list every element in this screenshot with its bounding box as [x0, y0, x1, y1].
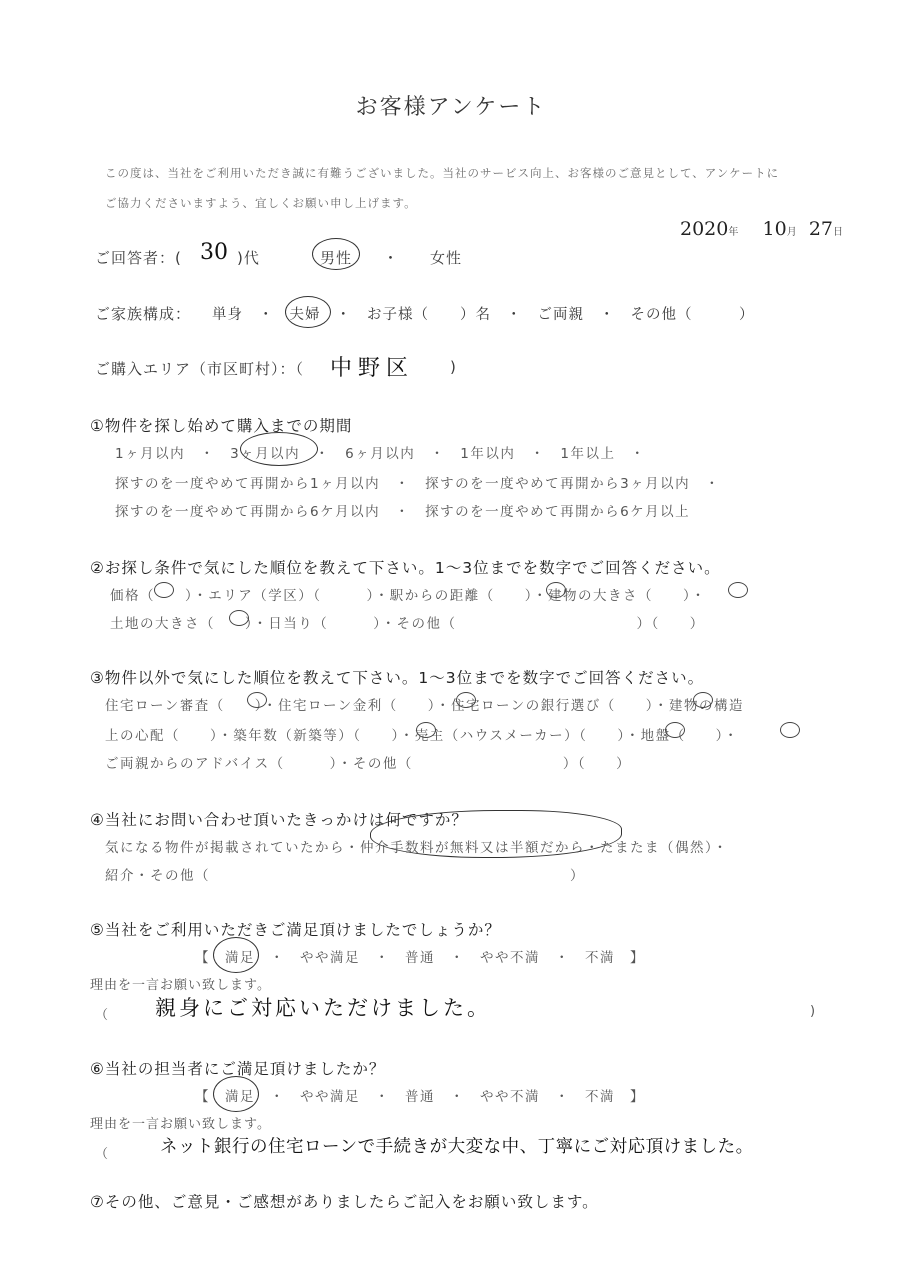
- selection-circle: [213, 1076, 259, 1112]
- q3-row-2[interactable]: 上の心配（ ）・築年数（新築等）（ ）・売主（ハウスメーカー）（ ）・地盤（ ）・: [105, 728, 739, 744]
- q5-title: ⑤当社をご利用いただきご満足頂けましたでしょうか？: [90, 921, 501, 939]
- respondent-age: 30: [200, 240, 228, 265]
- q6-title: ⑥当社の担当者にご満足頂けましたか？: [90, 1060, 386, 1078]
- q2-row-1[interactable]: 価格（ ）・エリア（学区）（ ）・駅からの距離（ ）・建物の大きさ（ ）・: [110, 588, 707, 604]
- q5-options[interactable]: 【 満足 ・ やや満足 ・ 普通 ・ やや不満 ・ 不満 】: [195, 950, 645, 966]
- check-mark: [780, 722, 800, 738]
- check-mark: [229, 610, 249, 626]
- family-options[interactable]: 単身 ・ 夫婦 ・ お子様（ ）名 ・ ご両親 ・ その他（ ）: [212, 307, 755, 323]
- area-label: ご購入エリア（市区町村）：（: [95, 360, 305, 378]
- date-year: 2020: [680, 218, 729, 240]
- q1-row-3[interactable]: 探すのを一度やめて再開から6ケ月以内 ・ 探すのを一度やめて再開から6ケ月以上: [115, 504, 691, 520]
- check-mark: [247, 692, 267, 708]
- q7-title: ⑦その他、ご意見・ご感想がありましたらご記入をお願い致します。: [90, 1193, 599, 1211]
- date-month: 10: [762, 218, 787, 240]
- date-day: 27: [808, 218, 833, 240]
- survey-title: お客様アンケート: [355, 95, 547, 120]
- answer-date: 2020年 10月 27日: [680, 218, 843, 240]
- q6-reason-open: （: [95, 1147, 110, 1162]
- q6-options[interactable]: 【 満足 ・ やや満足 ・ 普通 ・ やや不満 ・ 不満 】: [195, 1089, 645, 1105]
- intro-line-1: この度は、当社をご利用いただき誠に有難うございました。当社のサービス向上、お客様のご意見として、アンケートに: [105, 166, 780, 180]
- q1-row-1[interactable]: 1ヶ月以内 ・ 3ヶ月以内 ・ 6ヶ月以内 ・ 1年以内 ・ 1年以上 ・: [115, 446, 646, 462]
- selection-circle: [213, 937, 259, 973]
- check-mark: [154, 582, 174, 598]
- option-female[interactable]: 女性: [430, 249, 463, 267]
- respondent-age-suffix: )代: [237, 249, 260, 267]
- selection-circle: [370, 810, 622, 858]
- family-label: ご家族構成：: [95, 305, 192, 323]
- q6-reason: ネット銀行の住宅ローンで手続きが大変な中、丁寧にご対応頂けました。: [160, 1137, 754, 1157]
- selection-circle: [240, 432, 318, 466]
- q6-reason-label: 理由を一言お願い致します。: [90, 1117, 271, 1132]
- check-mark: [665, 722, 685, 738]
- q5-reason: 親身にご対応いただけました。: [155, 996, 491, 1020]
- selection-circle: [285, 296, 331, 328]
- q3-row-3[interactable]: ご両親からのアドバイス（ ）・その他（ ）（ ）: [105, 756, 632, 772]
- area-value: 中野区: [330, 356, 415, 381]
- check-mark: [728, 582, 748, 598]
- check-mark: [416, 722, 436, 738]
- check-mark: [546, 582, 566, 598]
- option-male[interactable]: 男性: [320, 249, 353, 267]
- area-close: ): [450, 358, 457, 376]
- q4-title: ④当社にお問い合わせ頂いたきっかけは何ですか？: [90, 811, 468, 829]
- q1-row-2[interactable]: 探すのを一度やめて再開から1ヶ月以内 ・ 探すのを一度やめて再開から3ヶ月以内 ・: [115, 476, 721, 492]
- respondent-label: ご回答者：(: [95, 249, 182, 267]
- separator-dot: ・: [383, 249, 400, 267]
- q1-title: ①物件を探し始めて購入までの期間: [90, 417, 353, 435]
- check-mark: [456, 692, 476, 708]
- q5-reason-close: ): [810, 1004, 817, 1019]
- check-mark: [693, 692, 713, 708]
- q2-title: ②お探し条件で気にした順位を教えて下さい。1〜3位までを数字でご回答ください。: [90, 559, 721, 577]
- q3-title: ③物件以外で気にした順位を教えて下さい。1〜3位までを数字でご回答ください。: [90, 669, 705, 687]
- q3-row-1[interactable]: 住宅ローン審査（ ）・住宅ローン金利（ ）・住宅ローンの銀行選び（ ）・建物の構造: [105, 698, 744, 714]
- q5-reason-open: （: [95, 1008, 110, 1023]
- intro-line-2: ご協力くださいますよう、宜しくお願い申し上げます。: [105, 196, 417, 210]
- q5-reason-label: 理由を一言お願い致します。: [90, 978, 271, 993]
- q2-row-2[interactable]: 土地の大きさ（ ）・日当り（ ）・その他（ ）（ ）: [110, 616, 705, 632]
- q4-row-2[interactable]: 紹介・その他（ ）: [105, 868, 585, 884]
- q4-row-1[interactable]: 気になる物件が掲載されていたから・仲介手数料が無料又は半額だから・たまたま（偶然）・: [105, 840, 729, 856]
- selection-circle: [312, 238, 360, 270]
